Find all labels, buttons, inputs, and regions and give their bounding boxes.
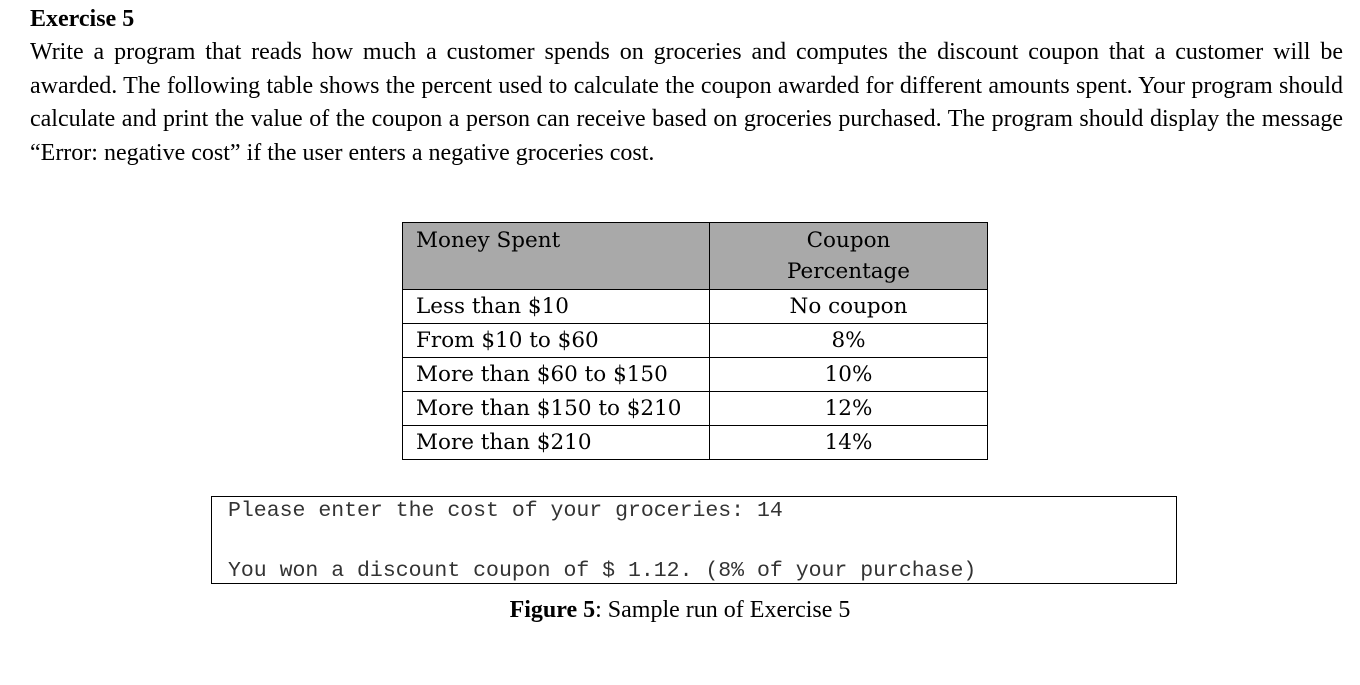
figure-caption-text: : Sample run of Exercise 5 [595,597,851,623]
cell-money-spent: More than $60 to $150 [403,358,710,392]
coupon-table-body [403,290,988,460]
header-coupon-percentage [710,223,988,290]
table-row [403,290,988,324]
cell-coupon-percentage: No coupon [710,290,988,324]
table-row [403,426,988,460]
cell-money-spent: From $10 to $60 [403,324,710,358]
console-prompt-line: Please enter the cost of your groceries: 14 [228,499,783,523]
table-row [403,392,988,426]
header-coupon-line2: Percentage [786,259,911,284]
cell-money-spent: More than $150 to $210 [403,392,710,426]
figure-caption [0,593,1360,627]
sample-run-console [211,496,1177,584]
table-header-row [403,223,988,290]
console-result-line: You won a discount coupon of $ 1.12. (8% of your purchase) [228,559,977,583]
exercise-title: Exercise 5 [30,6,135,32]
header-money-spent: Money Spent [403,223,710,290]
figure-caption-label: Figure 5 [509,597,596,623]
cell-coupon-percentage: 8% [710,324,988,358]
header-coupon-line1: Coupon [806,228,891,253]
cell-coupon-percentage: 10% [710,358,988,392]
cell-coupon-percentage: 12% [710,392,988,426]
cell-money-spent: More than $210 [403,426,710,460]
table-row [403,324,988,358]
exercise-description: Write a program that reads how much a customer spends on groceries and computes the discount coupon that a customer will be awarded. The following table shows the percent used to calculate the coupon awarded for different amounts spent. Your program should calculate and print the value of the coupon a person can receive based on groceries purchased. The program should display the message “Error: negative cost” if the user enters a negative groceries cost. [30,39,1343,166]
table-row [403,358,988,392]
coupon-table [402,222,988,460]
coupon-table-header [403,223,988,290]
cell-money-spent: Less than $10 [403,290,710,324]
cell-coupon-percentage: 14% [710,426,988,460]
